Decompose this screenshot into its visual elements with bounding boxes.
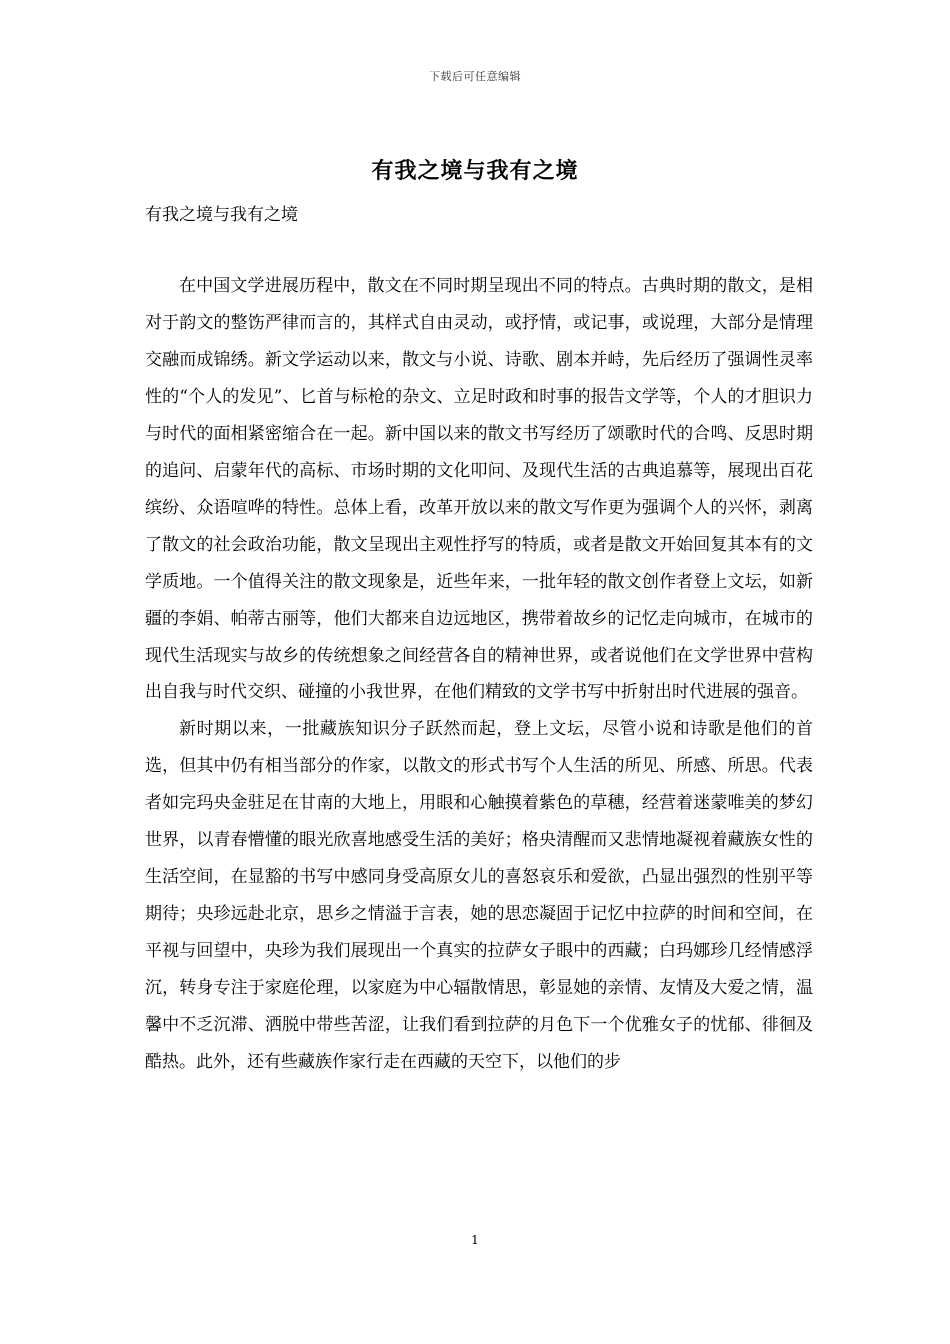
document-body bbox=[145, 268, 813, 1081]
document-subtitle: 有我之境与我有之境 bbox=[145, 205, 298, 225]
body-paragraph: 新时期以来，一批藏族知识分子跃然而起，登上文坛，尽管小说和诗歌是他们的首选，但其中仍有相当部分的作家，以散文的形式书写个人生活的所见、所感、所思。代表者如完玛央金驻足在甘南的大地上，用眼和心触摸着紫色的草穗，经营着迷蒙唯美的梦幻世界，以青春懵懂的眼光欣喜地感受生活的美好；格央清醒而又悲情地凝视着藏族女性的生活空间，在显豁的书写中感同身受高原女儿的喜怒哀乐和爱欲，凸显出强烈的性别平等期待；央珍远赴北京，思乡之情溢于言表，她的思恋凝固于记忆中拉萨的时间和空间，在平视与回望中，央珍为我们展现出一个真实的拉萨女子眼中的西藏；白玛娜珍几经情感浮沉，转身专注于家庭伦理，以家庭为中心辐散情思，彰显她的亲情、友情及大爱之情，温馨中不乏沉滞、洒脱中带些苦涩，让我们看到拉萨的月色下一个优雅女子的忧郁、徘徊及酷热。此外，还有些藏族作家行走在西藏的天空下，以他们的步 bbox=[145, 719, 813, 1073]
header-note: 下载后可任意编辑 bbox=[429, 70, 521, 83]
body-paragraph: 在中国文学进展历程中，散文在不同时期呈现出不同的特点。古典时期的散文，是相对于韵文的整饬严律而言的，其样式自由灵动，或抒情，或记事，或说理，大部分是情理交融而成锦绣。新文学运动以来，散文与小说、诗歌、剧本并峙，先后经历了强调性灵率性的“个人的发见”、匕首与标枪的杂文、立足时政和时事的报告文学等，个人的才胆识力与时代的面相紧密缩合在一起。新中国以来的散文书写经历了颂歌时代的合鸣、反思时期的追问、启蒙年代的高标、市场时期的文化叩问、及现代生活的古典追慕等，展现出百花缤纷、众语喧哗的特性。总体上看，改革开放以来的散文写作更为强调个人的兴怀，剥离了散文的社会政治功能，散文呈现出主观性抒写的特质，或者是散文开始回复其本有的文学质地。一个值得关注的散文现象是，近些年来，一批年轻的散文创作者登上文坛，如新疆的李娟、帕蒂古丽等，他们大都来自边远地区，携带着故乡的记忆走向城市，在城市的现代生活现实与故乡的传统想象之间经营各自的精神世界，或者说他们在文学世界中营构出自我与时代交织、碰撞的小我世界，在他们精致的文学书写中折射出时代进展的强音。 bbox=[145, 276, 813, 703]
document-title: 有我之境与我有之境 bbox=[371, 158, 579, 184]
page-number: 1 bbox=[471, 1233, 479, 1247]
